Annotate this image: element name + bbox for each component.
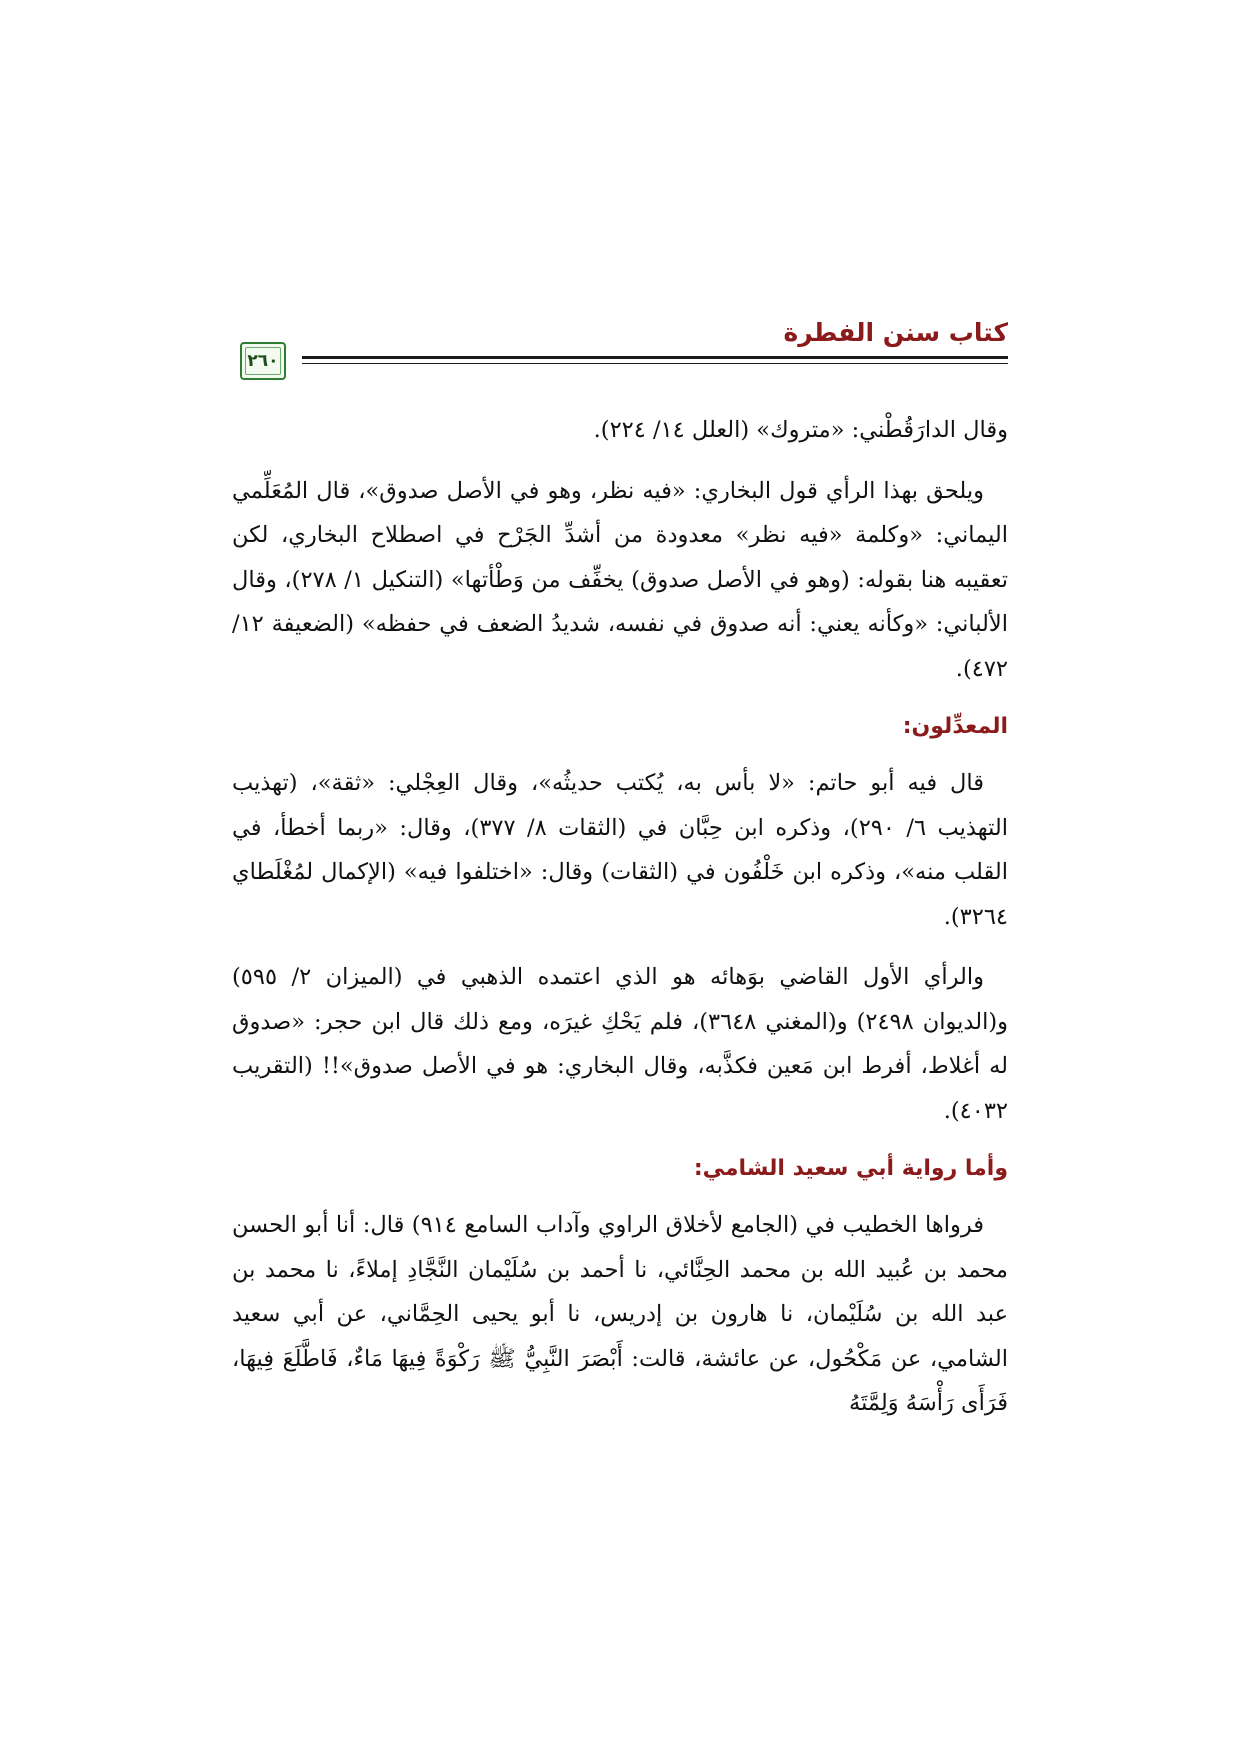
- header-rule-thick: [230, 356, 1008, 359]
- heading-muaddilun: المعدِّلون:: [902, 714, 1008, 739]
- paragraph-abu-hatim: قال فيه أبو حاتم: «لا بأس به، يُكتب حديثُه»، وقال العِجْلي: «ثقة»، (تهذيب التهذيب ٦/ ٢٩٠)، وذكره ابن حِبَّان في (الثقات ٨/ ٣٧٧)، وقال: «ربما أخطأ، في القلب منه»، وذكره ابن خَلْفُون في (الثقات) وقال: «اختلفوا فيه» (الإكمال لمُغْلَطاي ٣٢٦٤).: [232, 770, 1008, 930]
- page-number-frame: [240, 342, 286, 380]
- paragraph-daraqutni: وقال الدارَقُطْني: «متروك» (العلل ١٤/ ٢٢٤).: [593, 417, 1008, 443]
- paragraph-first-opinion: والرأي الأول القاضي بوَهائه هو الذي اعتمده الذهبي في (الميزان ٢/ ٥٩٥) و(الديوان ٢٤٩٨) و(المغني ٣٦٤٨)، فلم يَحْكِ غيرَه، ومع ذلك قال ابن حجر: «صدوق له أغلاط، أفرط ابن مَعين فكذَّبه، وقال البخاري: هو في الأصل صدوق»!! (التقريب ٤٠٣٢).: [232, 964, 1008, 1124]
- page-header: [230, 318, 1008, 398]
- book-title: كتاب سنن الفطرة: [783, 318, 1008, 347]
- paragraph-khatib-narration: فرواها الخطيب في (الجامع لأخلاق الراوي وآداب السامع ٩١٤) قال: أنا أبو الحسن محمد بن عُبيد الله بن محمد الحِنَّائي، نا أحمد بن سُلَيْمان النَّجَّادِ إملاءً، نا محمد بن عبد الله بن سُلَيْمان، نا هارون بن إدريس، نا أبو يحيى الحِمَّاني، عن أبي سعيد الشامي، عن مَكْحُول، عن عائشة، قالت: أَبْصَرَ النَّبِيُّ ﷺ رَكْوَةً فِيهَا مَاءٌ، فَاطَّلَعَ فِيهَا، فَرَأَى رَأْسَهُ وَلِمَّتَهُ: [232, 1212, 1008, 1416]
- page-body: [232, 408, 1008, 1442]
- paragraph-bukhari-opinion: ويلحق بهذا الرأي قول البخاري: «فيه نظر، وهو في الأصل صدوق»، قال المُعَلِّمي اليماني: «وكلمة «فيه نظر» معدودة من أشدِّ الجَرْح في اصطلاح البخاري، لكن تعقيبه هنا بقوله: (وهو في الأصل صدوق) يخفِّف من وَطْأتها» (التنكيل ١/ ٢٧٨)، وقال الألباني: «وكأنه يعني: أنه صدوق في نفسه، شديدُ الضعف في حفظه» (الضعيفة ١٢/ ٤٧٢).: [232, 477, 1008, 682]
- heading-abu-said-narration: وأما رواية أبي سعيد الشامي:: [693, 1156, 1008, 1181]
- header-rule-thin: [230, 363, 1008, 364]
- page-number-ornament: [230, 342, 302, 382]
- page-number: ٢٦٠: [247, 351, 279, 371]
